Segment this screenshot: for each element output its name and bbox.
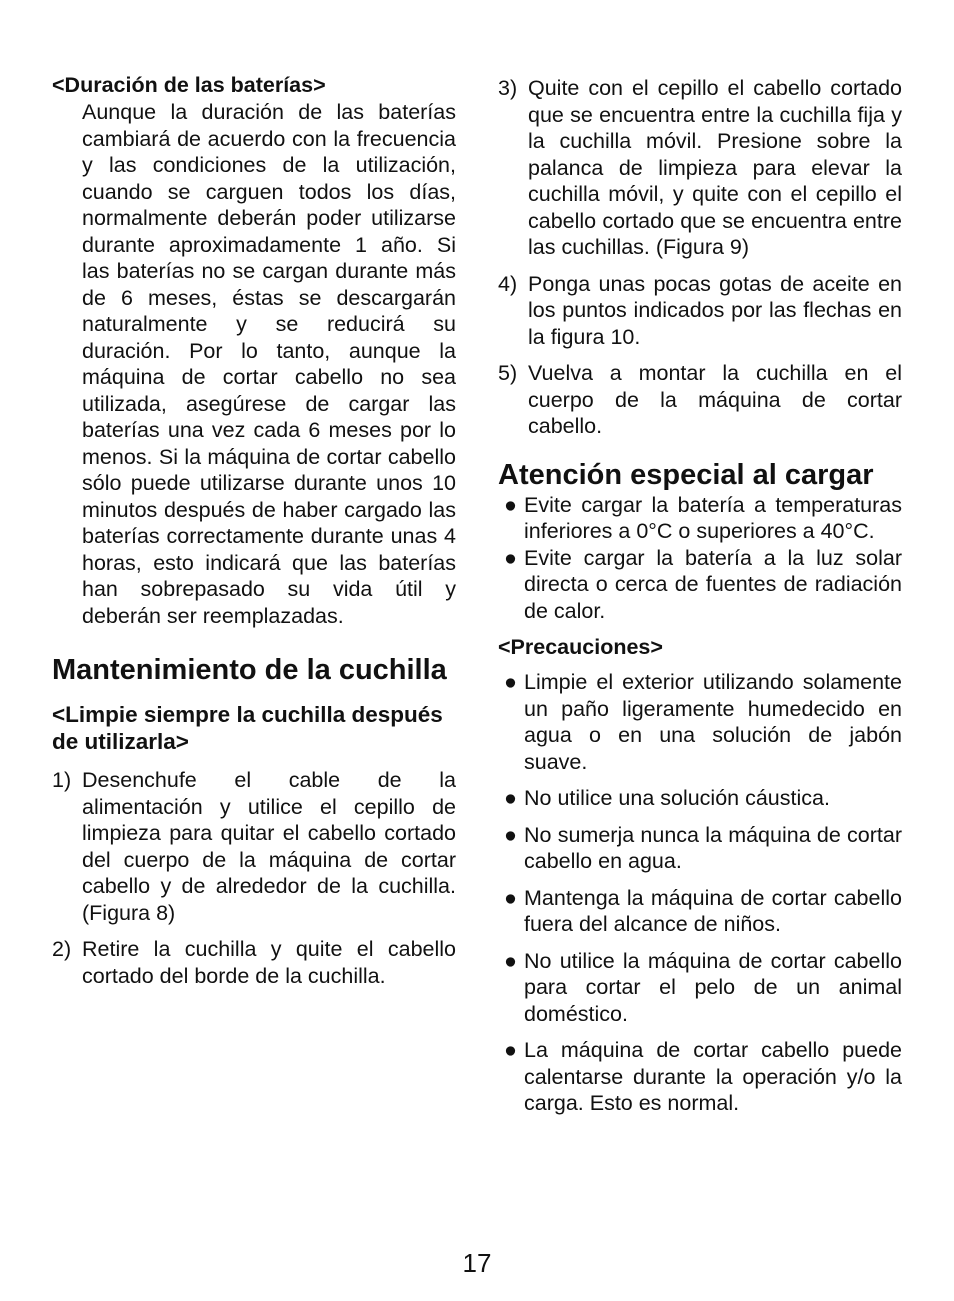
- precaution-bullet: ● No utilice una solución cáustica.: [498, 785, 902, 812]
- charging-bullet: ● Evite cargar la batería a la luz solar directa o cerca de fuentes de radiación de calor.: [498, 545, 902, 625]
- step-4: [498, 271, 902, 351]
- bullet-icon: ●: [504, 885, 517, 910]
- page-number: 17: [462, 1248, 492, 1278]
- blade-maintenance-heading: Mantenimiento de la cuchilla: [52, 654, 447, 686]
- bullet-icon: ●: [504, 1038, 517, 1062]
- clean-blade-heading: <Limpie siempre la cuchilla después de utilizarla>: [52, 702, 443, 754]
- step-text: Vuelva a montar la cuchilla en el cuerpo de la máquina de cortar cabello.: [528, 361, 902, 438]
- step-number: 1): [52, 768, 72, 792]
- bullet-icon: ●: [504, 786, 517, 810]
- bullet-icon: ●: [504, 948, 517, 973]
- step-2: [52, 936, 456, 989]
- step-number: 5): [498, 361, 518, 385]
- precaution-bullet: ● La máquina de cortar cabello puede calentarse durante la operación y/o la carga. Esto es normal.: [498, 1037, 902, 1117]
- step-text: Ponga unas pocas gotas de aceite en los puntos indicados por las flechas en la figura 10.: [528, 271, 902, 349]
- battery-life-heading: <Duración de las baterías>: [52, 73, 326, 97]
- step-number: 3): [498, 76, 518, 100]
- step-number: 4): [498, 271, 518, 296]
- step-text: Desenchufe el cable de la alimentación y utilice el cepillo de limpieza para quitar el cabello cortado del cuerpo de la máquina de cortar cabello y de alrededor de la cuchilla. (Figura 8): [82, 768, 456, 925]
- precaution-bullet: ● No utilice la máquina de cortar cabello para cortar el pelo de un animal doméstico.: [498, 948, 902, 1028]
- bullet-icon: ●: [504, 492, 517, 517]
- precaution-bullet: ● Mantenga la máquina de cortar cabello fuera del alcance de niños.: [498, 885, 902, 938]
- step-text: Retire la cuchilla y quite el cabello cortado del borde de la cuchilla.: [82, 937, 456, 988]
- right-column: [498, 75, 902, 1117]
- bullet-icon: ●: [504, 545, 517, 570]
- precautions-heading: <Precauciones>: [498, 635, 663, 659]
- step-3: [498, 75, 902, 261]
- step-text: Quite con el cepillo el cabello cortado que se encuentra entre la cuchilla fija y la cuchilla móvil. Presione sobre la palanca de limpieza para elevar la cuchilla móvil, y quite con el cepillo el cabello cortado que se encuentra entre las cuchillas. (Figura 9): [528, 76, 902, 259]
- charging-bullet: ● Evite cargar la batería a temperaturas inferiores a 0°C o superiores a 40°C.: [498, 492, 902, 545]
- battery-life-paragraph: Aunque la duración de las baterías cambiará de acuerdo con la frecuencia y las condiciones de la utilización, cuando se carguen todos los días, normalmente deberán poder utilizarse durante aproximadamente 1 año. Si las baterías no se cargan durante más de 6 meses, éstas se descargarán naturalmente y se reducirá su duración. Por lo tanto, aunque la máquina de cortar cabello no sea utilizada, asegúrese de cargar las baterías una vez cada 6 meses por lo menos. Si la máquina de cortar cabello sólo puede utilizarse durante unos 10 minutos después de haber cargado las baterías correctamente durante unas 4 horas, esto indicará que las baterías han sobrepasado su vida útil y deberán ser reemplazadas.: [82, 100, 456, 628]
- charging-attention-heading: Atención especial al cargar: [498, 458, 874, 491]
- bullet-icon: ●: [504, 822, 517, 847]
- left-column: [52, 72, 456, 989]
- step-1: [52, 767, 456, 926]
- precaution-bullet: ● No sumerja nunca la máquina de cortar cabello en agua.: [498, 822, 902, 875]
- step-5: [498, 360, 902, 440]
- bullet-icon: ●: [504, 670, 517, 694]
- step-number: 2): [52, 937, 72, 961]
- precaution-bullet: ● Limpie el exterior utilizando solamente un paño ligeramente humedecido en agua o en una solución de jabón suave.: [498, 669, 902, 775]
